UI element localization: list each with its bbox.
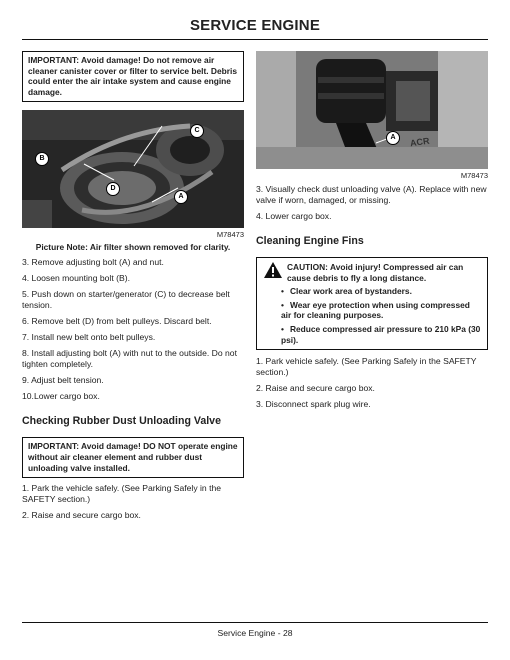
section-heading-valve: Checking Rubber Dust Unloading Valve <box>22 415 221 428</box>
list-item: 9. Adjust belt tension. <box>22 375 104 386</box>
footer-rule <box>22 622 488 623</box>
left-column <box>22 51 244 526</box>
list-item: 1. Park vehicle safely. (See Parking Safely in the SAFETY section.) <box>256 356 477 378</box>
caution-bullet: • Clear work area of bystanders. <box>281 286 481 297</box>
figure-id: M78473 <box>216 230 244 240</box>
page-title: SERVICE ENGINE <box>189 17 321 34</box>
valve-steps-list <box>22 483 244 521</box>
belt-steps-list <box>22 257 244 402</box>
callout-c: C <box>190 124 204 138</box>
important-notice-valve-text: IMPORTANT: Avoid damage! DO NOT operate engine without air cleaner element and rubber dust unloading valve installed. <box>28 441 238 473</box>
belt-photo-image <box>22 110 244 228</box>
list-item: 1. Park the vehicle safely. (See Parking Safely in the SAFETY section.) <box>22 483 222 505</box>
fins-steps-list <box>256 356 488 410</box>
section-heading-fins: Cleaning Engine Fins <box>256 235 364 247</box>
list-item: 4. Lower cargo box. <box>256 211 332 221</box>
list-item: 5. Push down on starter/generator (C) to decrease belt tension. <box>22 289 230 311</box>
list-item: 10.Lower cargo box. <box>22 391 100 402</box>
callout-b: B <box>35 152 49 166</box>
caution-text: CAUTION: Avoid injury! Compressed air can cause debris to fly a long distance. <box>287 262 464 283</box>
figure-id: M78473 <box>460 171 488 180</box>
list-item: 3. Visually check dust unloading valve (A). Replace with new valve if worn, damaged, or missing. <box>256 184 487 205</box>
valve-photo-image <box>256 51 488 169</box>
belt-photo <box>22 110 244 228</box>
caution-bullet: • Wear eye protection when using compressed air for cleaning purposes. <box>281 300 481 321</box>
header-rule <box>22 39 488 40</box>
figure-caption: Picture Note: Air filter shown removed for clarity. <box>35 242 231 253</box>
list-item: 4. Loosen mounting bolt (B). <box>22 273 130 284</box>
warning-triangle-icon <box>263 261 283 279</box>
list-item: 6. Remove belt (D) from belt pulleys. Discard belt. <box>22 316 212 327</box>
important-notice-valve <box>22 437 244 478</box>
list-item: 8. Install adjusting bolt (A) with nut to the outside. Do not tighten completely. <box>22 348 237 370</box>
caution-header <box>263 262 481 283</box>
important-notice-belt <box>22 51 244 102</box>
callout-a: A <box>174 190 188 204</box>
caution-bullet: • Reduce compressed air pressure to 210 kPa (30 psi). <box>281 324 481 345</box>
acr-label: ACR <box>409 135 431 149</box>
callout-d: D <box>106 182 120 196</box>
list-item: 7. Install new belt onto belt pulleys. <box>22 332 156 343</box>
page-footer: Service Engine - 28 <box>217 628 293 638</box>
right-column <box>256 51 488 415</box>
caution-box <box>256 257 488 350</box>
list-item: 2. Raise and secure cargo box. <box>22 510 141 521</box>
important-notice-belt-text: IMPORTANT: Avoid damage! Do not remove air cleaner canister cover or filter to service belt. Debris could enter the air intake system and cause engine damage. <box>28 55 238 97</box>
valve-photo <box>256 51 488 169</box>
list-item: 2. Raise and secure cargo box. <box>256 383 375 394</box>
list-item: 3. Disconnect spark plug wire. <box>256 399 371 410</box>
callout-a: A <box>386 131 400 145</box>
valve-check-steps <box>256 184 488 222</box>
list-item: 3. Remove adjusting bolt (A) and nut. <box>22 257 164 268</box>
